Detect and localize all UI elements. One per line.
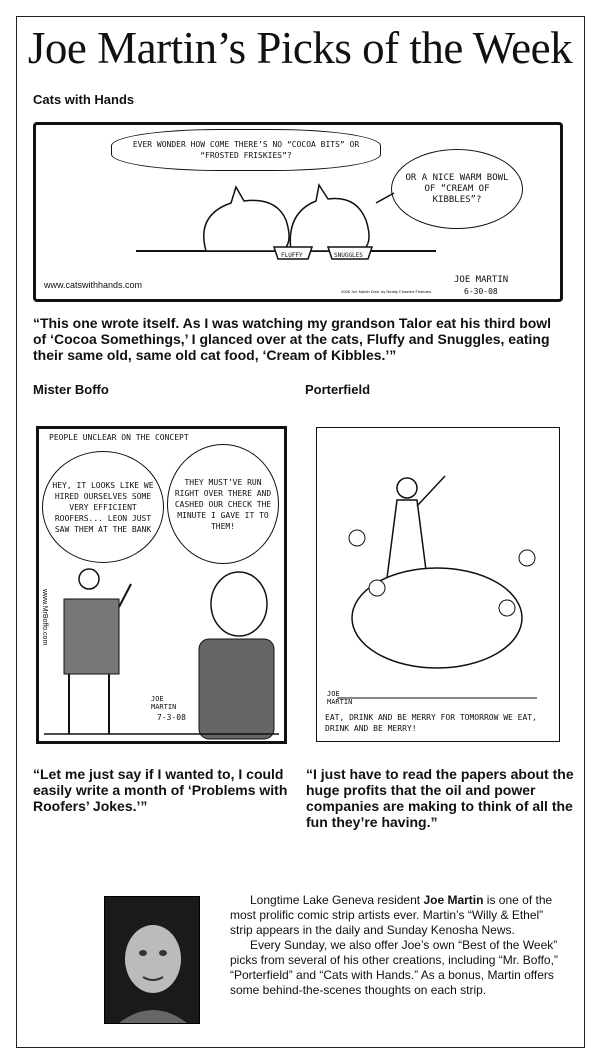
section-label-cats: Cats with Hands [33,92,135,107]
cats-signature: JOE MARTIN [454,275,509,285]
boffo-signature: JOE MARTIN [151,695,177,711]
bio-paragraph-2: Every Sunday, we also offer Joe’s own “Best of the Week” picks from several of his other creations, including “Mr. Boffo,” “Porterfield” and “Cats with Hands.” As a bonus, Martin offers some behind-the-scenes thoughts on each strip. [230,938,558,997]
author-bio [230,893,560,998]
author-photo [104,896,200,1024]
boffo-side-url: www.MrBoffo.com [41,589,48,646]
porterfield-caption: EAT, DRINK AND BE MERRY FOR TOMORROW WE EAT, DRINK AND BE MERRY! [325,713,537,733]
cats-bowl-right-label: SNUGGLES [334,252,363,259]
boffo-right-bubble: THEY MUST’VE RUN RIGHT OVER THERE AND CASHED OUR CHECK THE MINUTE I GAVE IT TO THEM! [167,444,279,564]
boffo-quote: “Let me just say if I wanted to, I could easily write a month of ‘Problems with Roofers’ Jokes.’” [33,766,288,814]
porterfield-quote: “I just have to read the papers about the huge profits that the oil and power companies are making to think of all the fun they’re having.” [306,766,574,830]
bio-author-name: Joe Martin [423,893,484,907]
section-label-boffo: Mister Boffo [33,382,109,397]
cats-date: 6-30-08 [464,287,498,296]
page-title: Joe Martin’s Picks of the Week [27,23,573,73]
cats-comic-panel [33,122,563,302]
section-label-porterfield: Porterfield [305,382,371,397]
bio-p1-intro: Longtime Lake Geneva resident [250,893,424,907]
cats-caption-bubble: EVER WONDER HOW COME THERE’S NO “COCOA BITS” OR “FROSTED FRISKIES”? [111,129,381,171]
boffo-header: PEOPLE UNCLEAR ON THE CONCEPT [49,433,189,442]
cats-copyright: 2008 Joe Martin Distr. by Neatly Chiseled Features [341,289,432,294]
cats-illustration [36,125,560,299]
cats-bowl-left-label: FLUFFY [281,252,303,259]
boffo-comic-panel [36,426,287,744]
porterfield-signature: JOE MARTIN [327,690,353,706]
cats-url: www.catswithhands.com [44,280,143,290]
bio-paragraph-1 [230,893,560,938]
boffo-left-bubble: HEY, IT LOOKS LIKE WE HIRED OURSELVES SOME VERY EFFICIENT ROOFERS... LEON JUST SAW THEM AT THE BANK [42,451,164,563]
porterfield-comic-panel [316,427,560,742]
boffo-date: 7-3-08 [157,713,186,722]
bio-p1-rest: is one of the most prolific comic strip artists ever. Martin’s “Willy & Ethel” strip appears in the daily and Sunday Kenosha News. [230,893,553,937]
cats-reply-bubble: OR A NICE WARM BOWL OF “CREAM OF KIBBLES”? [391,149,523,229]
cats-quote: “This one wrote itself. As I was watching my grandson Talor eat his third bowl of ‘Cocoa Somethings,’ I glanced over at the cats, Fluffy and Snuggles, eating their same old, same old cat food, ‘Cream of Kibbles.’” [33,315,552,363]
